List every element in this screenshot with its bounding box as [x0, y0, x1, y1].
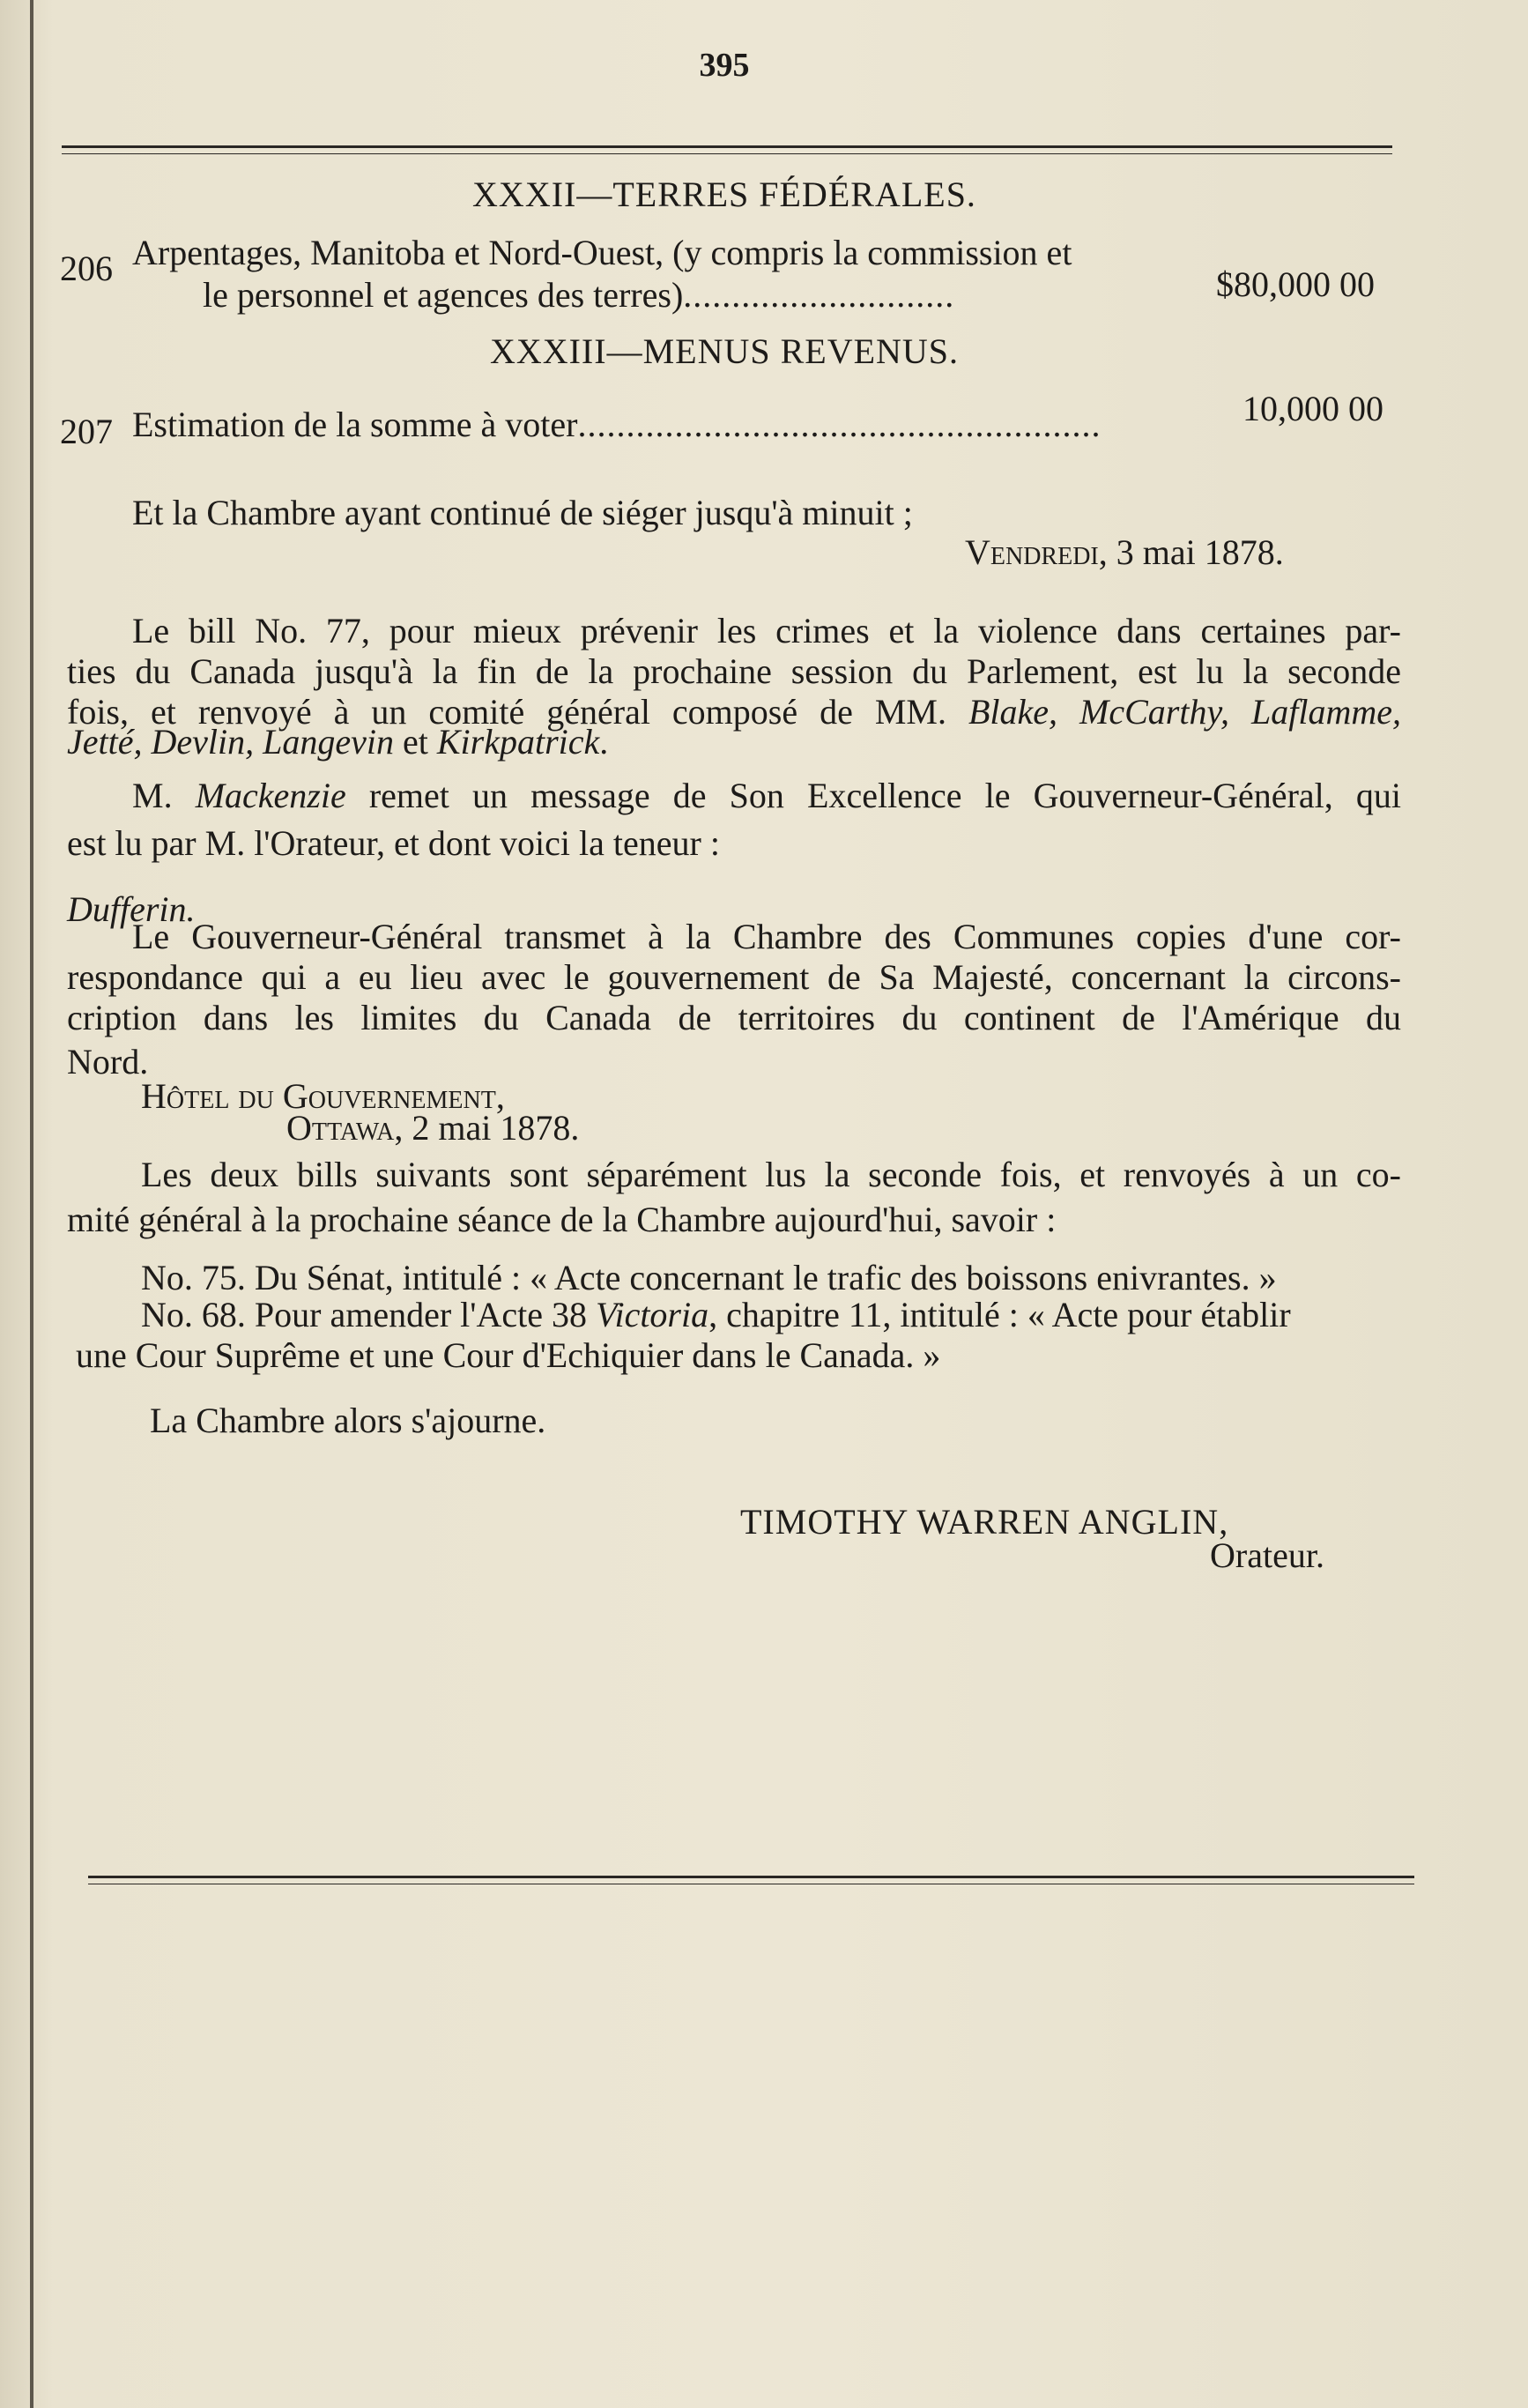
- bill-77-end: .: [599, 722, 609, 762]
- sitting-date: [965, 533, 1284, 572]
- top-rule-thin: [62, 153, 1392, 154]
- item-207-dots: ......................................................: [577, 405, 1101, 444]
- item-number-206: 206: [60, 249, 113, 288]
- bill-77-names3: Kirkpatrick: [436, 722, 600, 762]
- bill-68-victoria: Victoria: [595, 1295, 709, 1334]
- governor-line1: Le Gouverneur-Général transmet à la Chambre des Communes copies d'une cor-: [132, 917, 1401, 956]
- speaker-title: Orateur.: [1210, 1535, 1324, 1575]
- bill-77-et: et: [393, 722, 437, 762]
- hotel-line1: Hôtel du Gouvernement,: [141, 1076, 505, 1116]
- item-207-text: Estimation de la somme à voter: [132, 405, 578, 444]
- item-206-line2: [203, 276, 954, 315]
- adjourn-text: La Chambre alors s'ajourne.: [150, 1401, 546, 1440]
- message-name: Mackenzie: [195, 776, 346, 815]
- signature-dufferin: Dufferin.: [67, 889, 196, 929]
- message-prefix: M.: [132, 776, 196, 815]
- top-rule: [62, 145, 1392, 148]
- bottom-rule: [88, 1876, 1414, 1878]
- sitting-text: Et la Chambre ayant continué de siéger jusqu'à minuit ;: [132, 493, 913, 532]
- section-heading-32: XXXII—TERRES FÉDÉRALES.: [472, 175, 976, 214]
- bill-68-line1: [141, 1296, 1291, 1334]
- sitting-date-rest: , 3 mai 1878.: [1098, 532, 1284, 572]
- two-bills-line2: mité général à la prochaine séance de la Chambre aujourd'hui, savoir :: [67, 1200, 1057, 1239]
- sitting-date-day: Vendredi: [965, 532, 1099, 572]
- message-line1-rest: remet un message de Son Excellence le Gouverneur-Général, qui: [345, 776, 1401, 815]
- item-number-207: 207: [60, 412, 113, 451]
- bill-77-names1: Blake, McCarthy, Laflamme,: [968, 692, 1401, 732]
- item-206-line1: Arpentages, Manitoba et Nord-Ouest, (y compris la commission et: [132, 233, 1072, 272]
- bill-77-line4: [67, 723, 608, 762]
- governor-line2: respondance qui a eu lieu avec le gouvernement de Sa Majesté, concernant la circons-: [67, 957, 1401, 997]
- item-207-line: [132, 405, 1101, 444]
- hotel-city: Ottawa: [286, 1108, 395, 1148]
- bill-77-line1: Le bill No. 77, pour mieux prévenir les crimes et la violence dans certaines par-: [132, 611, 1401, 650]
- bill-75: No. 75. Du Sénat, intitulé : « Acte concernant le trafic des boissons enivrantes. »: [141, 1258, 1277, 1297]
- message-line1: [132, 776, 1401, 816]
- hotel-line2: [286, 1109, 579, 1148]
- bill-68-text-a: No. 68. Pour amender l'Acte 38: [141, 1295, 596, 1334]
- bill-77-line2: ties du Canada jusqu'à la fin de la prochaine session du Parlement, est lu la seconde: [67, 651, 1401, 691]
- page-number: 395: [699, 47, 750, 84]
- speaker-name: TIMOTHY WARREN ANGLIN,: [740, 1502, 1229, 1542]
- bill-68-line2: une Cour Suprême et une Cour d'Echiquier dans le Canada. »: [76, 1335, 941, 1375]
- governor-line3: cription dans les limites du Canada de territoires du continent de l'Amérique du: [67, 998, 1401, 1037]
- message-line2: est lu par M. l'Orateur, et dont voici la teneur :: [67, 823, 720, 863]
- item-206-amount: $80,000 00: [1216, 264, 1375, 304]
- item-206-dots: ............................: [683, 275, 955, 315]
- item-207-amount: 10,000 00: [1242, 389, 1383, 428]
- bill-77-names2: Jetté, Devlin, Langevin: [67, 722, 394, 762]
- hotel-date: , 2 mai 1878.: [394, 1108, 580, 1148]
- governor-line4: Nord.: [67, 1042, 149, 1081]
- item-206-line2-text: le personnel et agences des terres): [203, 275, 684, 315]
- bill-68-text-b: , chapitre 11, intitulé : « Acte pour établir: [708, 1295, 1291, 1334]
- bill-77-line3-text: fois, et renvoyé à un comité général composé de MM.: [67, 692, 968, 732]
- two-bills-line1: Les deux bills suivants sont séparément lus la seconde fois, et renvoyés à un co-: [141, 1155, 1401, 1194]
- section-heading-33: XXXIII—MENUS REVENUS.: [489, 331, 960, 371]
